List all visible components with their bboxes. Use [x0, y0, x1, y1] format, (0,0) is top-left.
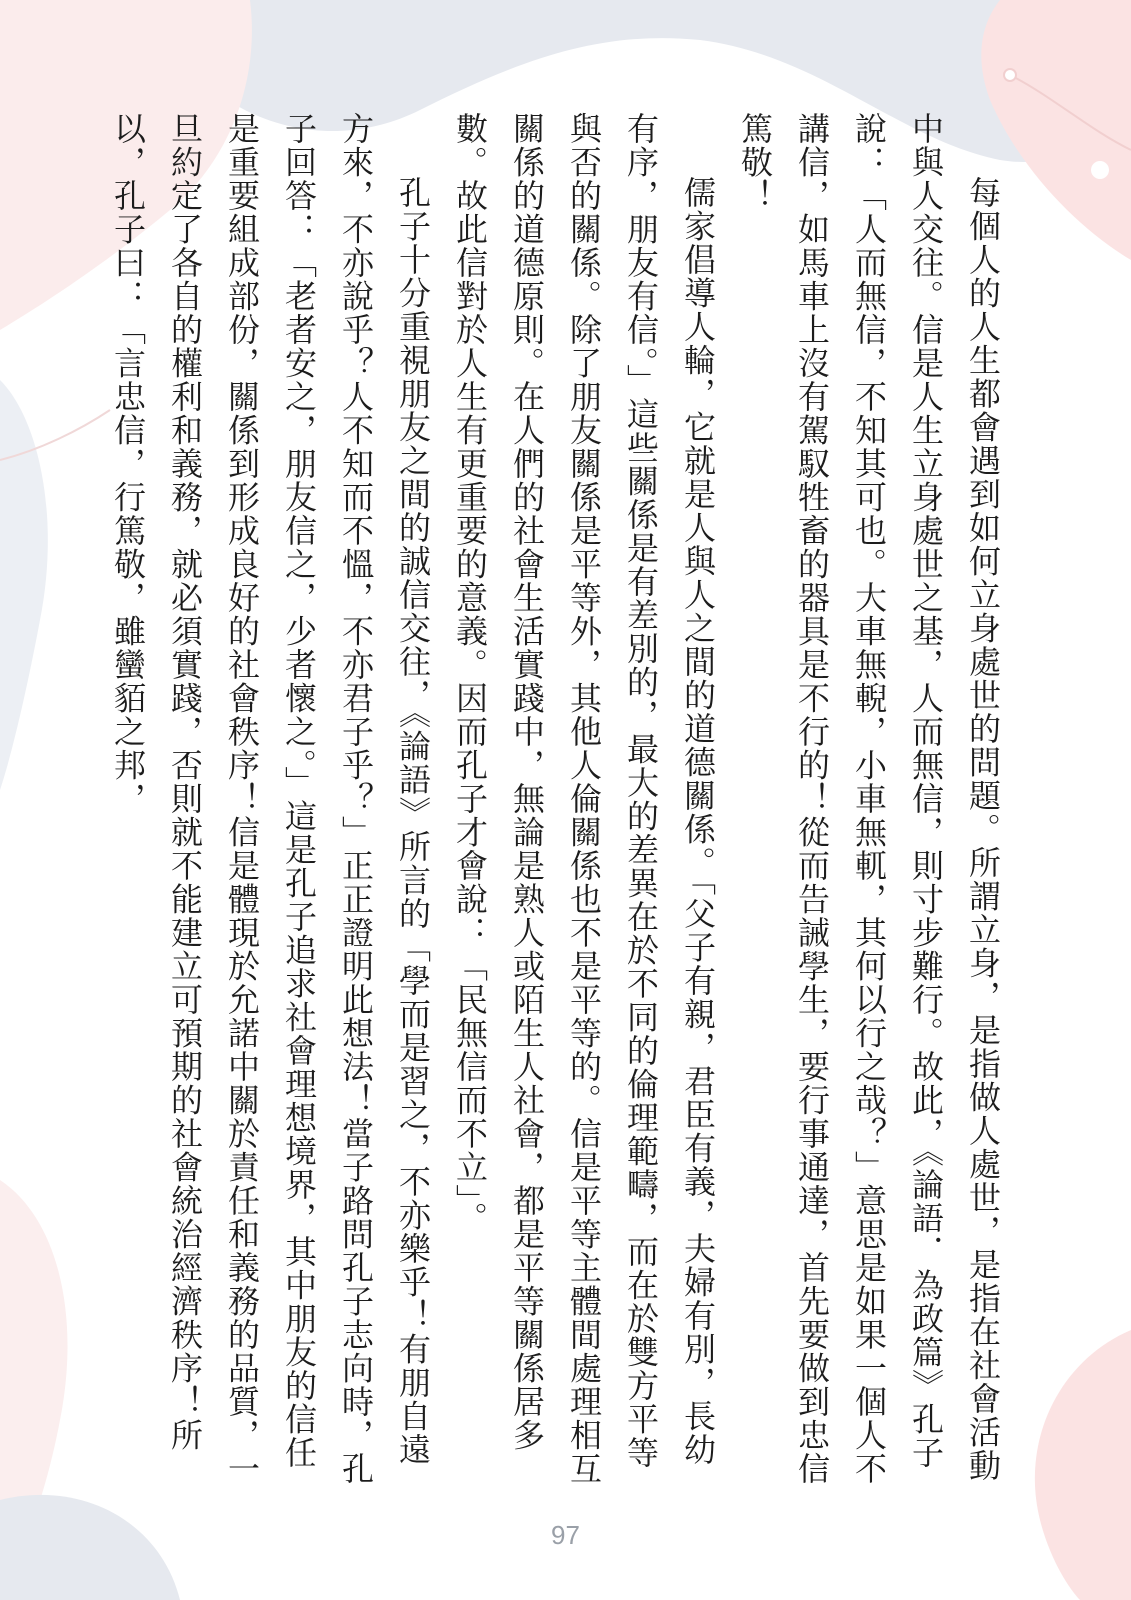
pink-blob-bottom-right — [1035, 1330, 1131, 1600]
paragraph: 儒家倡導人輪，它就是人與人之間的道德關係。「父子有親，君臣有義，夫婦有別，長幼有序，朋友有信。」這些關係是有差別的，最大的差異在於不同的倫理範疇，而在於雙方平等與否的關係。除了朋友關係是平等外，其他人倫關係也不是平等的。信是平等主體間處理相互關係的道德原則。在人們的社會生活實踐中，無論是熟人或陌生人社會，都是平等關係居多數。故此信對於人生有更重要的意義。因而孔子才會說：「民無信而不立」。 — [451, 112, 717, 1486]
dot — [1004, 69, 1016, 81]
blue-blob-left — [0, 380, 48, 790]
paragraph: 每個人的人生都會遇到如何立身處世的問題。所謂立身，是指做人處世，是指在社會活動中與人交往。信是人生立身處世之基，人而無信，則寸步難行。故此，《論語．為政篇》孔子說：「人而無信，不知其可也。大車無輗，小車無軏，其何以行之哉？」意思是如果一個人不講信，如馬車上沒有駕馭牲畜的器具是不行的！從而告誡學生，要行事通達，首先要做到忠信篤敬！ — [736, 112, 1002, 1486]
page-number: 97 — [551, 1520, 580, 1550]
paragraph: 孔子十分重視朋友之間的誠信交往，《論語》所言的「學而是習之，不亦樂乎！有朋自遠方來，不亦說乎？人不知而不慍，不亦君子乎？」正正證明此想法！當子路問孔子志向時，孔子回答：「老者安之，朋友信之，少者懷之。」這是孔子追求社會理想境界，其中朋友的信任是重要組成部份，關係到形成良好的社會秩序！信是體現於允諾中關於責任和義務的品質，一旦約定了各自的權利和義務，就必須實踐，否則就不能建立可預期的社會統治經濟秩序！所以，孔子曰：「言忠信，行篤敬，雖蠻貊之邦， — [109, 112, 432, 1486]
vertical-text-body — [111, 112, 1011, 1492]
dot — [1091, 161, 1109, 179]
